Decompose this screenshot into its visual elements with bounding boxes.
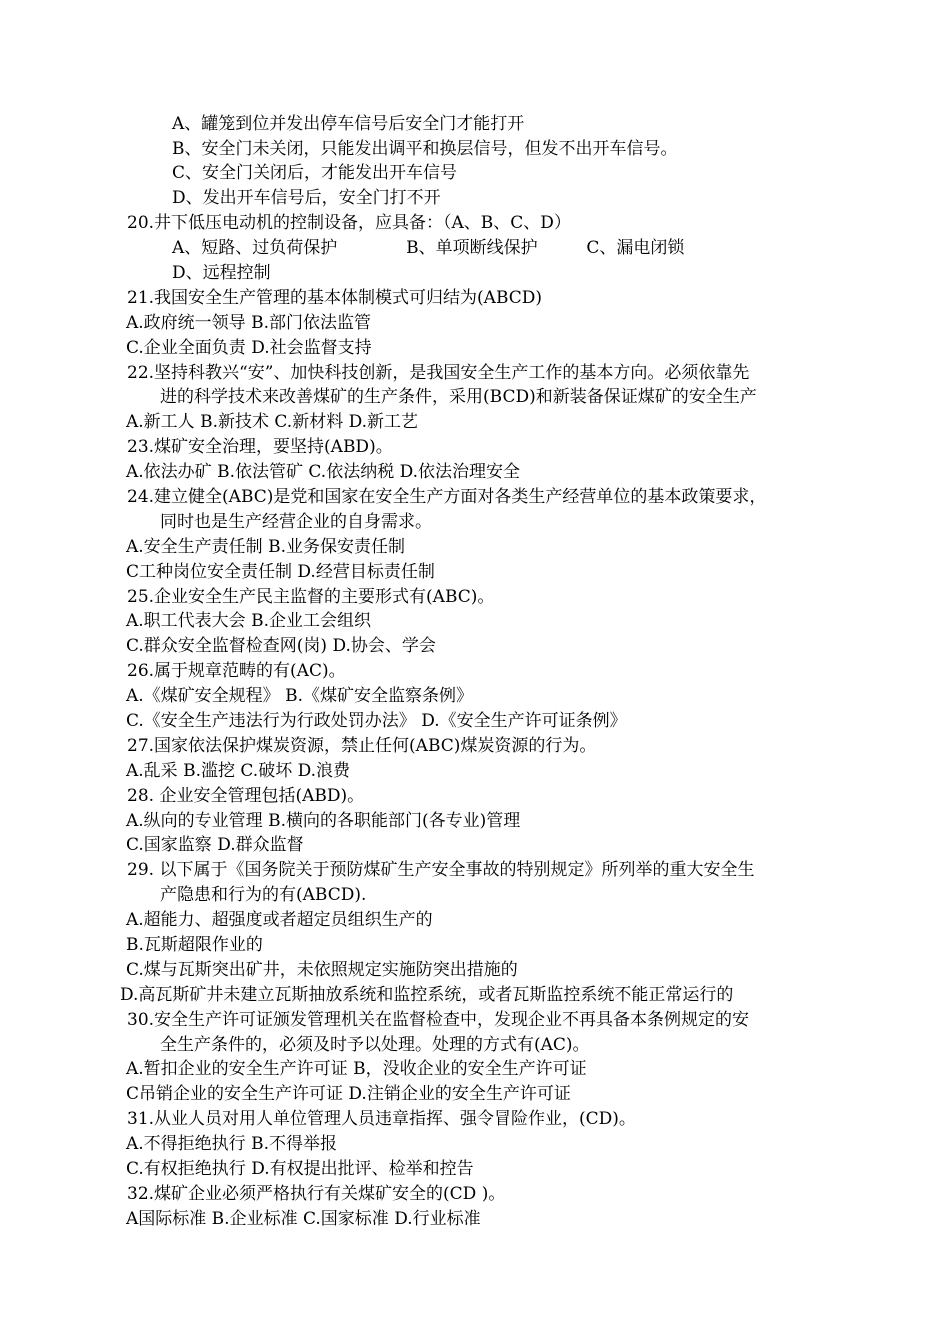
- option-line: [172, 236, 684, 260]
- question-continuation: 进的科学技术来改善煤矿的生产条件，采用(BCD)和新装备保证煤矿的安全生产: [160, 387, 757, 407]
- option-line: D、发出开车信号后，安全门打不开: [172, 188, 441, 208]
- question-line: 25.企业安全生产民主监督的主要形式有(ABC)。: [127, 587, 495, 607]
- option-line: A.不得拒绝执行 B.不得举报: [126, 1134, 337, 1154]
- question-continuation: 产隐患和行为的有(ABCD).: [160, 885, 367, 905]
- question-continuation: 全生产条件的，必须及时予以处理。处理的方式有(AC)。: [160, 1035, 590, 1055]
- option-line: D.高瓦斯矿井未建立瓦斯抽放系统和监控系统，或者瓦斯监控系统不能正常运行的: [120, 985, 734, 1005]
- option-line: A.暂扣企业的安全生产许可证 B，没收企业的安全生产许可证: [126, 1059, 587, 1079]
- question-line: 24.建立健全(ABC)是党和国家在安全生产方面对各类生产经营单位的基本政策要求，: [127, 487, 767, 507]
- option-line: B.瓦斯超限作业的: [126, 935, 263, 955]
- option-a: A、短路、过负荷保护: [172, 238, 338, 258]
- option-line: A.超能力、超强度或者超定员组织生产的: [126, 910, 433, 930]
- option-c: C、漏电闭锁: [586, 238, 685, 258]
- option-line: C.群众安全监督检查网(岗) D.协会、学会: [126, 636, 436, 656]
- question-line: 27.国家依法保护煤炭资源，禁止任何(ABC)煤炭资源的行为。: [127, 736, 597, 756]
- question-line: 23.煤矿安全治理，要坚持(ABD)。: [127, 437, 393, 457]
- question-line: 28. 企业安全管理包括(ABD)。: [127, 786, 365, 806]
- option-line: C.煤与瓦斯突出矿井，未依照规定实施防突出措施的: [126, 960, 518, 980]
- option-line: C.有权拒绝执行 D.有权提出批评、检举和控告: [126, 1159, 474, 1179]
- option-line: D、远程控制: [172, 263, 271, 283]
- question-line: 26.属于规章范畴的有(AC)。: [127, 661, 346, 681]
- option-line: C.《安全生产违法行为行政处罚办法》 D.《安全生产许可证条例》: [126, 711, 627, 731]
- option-line: A.依法办矿 B.依法管矿 C.依法纳税 D.依法治理安全: [126, 462, 521, 482]
- option-line: A国际标准 B.企业标准 C.国家标准 D.行业标准: [126, 1209, 481, 1229]
- option-line: C吊销企业的安全生产许可证 D.注销企业的安全生产许可证: [126, 1084, 571, 1104]
- option-b: B、单项断线保护: [406, 238, 538, 258]
- option-line: A.职工代表大会 B.企业工会组织: [126, 611, 371, 631]
- option-line: A、罐笼到位并发出停车信号后安全门才能打开: [172, 114, 525, 134]
- option-line: A.纵向的专业管理 B.横向的各职能部门(各专业)管理: [126, 811, 521, 831]
- option-line: C.企业全面负责 D.社会监督支持: [126, 338, 372, 358]
- option-line: A.政府统一领导 B.部门依法监管: [126, 313, 371, 333]
- question-line: 29. 以下属于《国务院关于预防煤矿生产安全事故的特别规定》所列举的重大安全生: [127, 860, 755, 880]
- option-line: A.乱采 B.滥挖 C.破坏 D.浪费: [126, 761, 351, 781]
- question-continuation: 同时也是生产经营企业的自身需求。: [160, 512, 432, 532]
- question-line: 20.井下低压电动机的控制设备，应具备：（A、B、C、D）: [127, 213, 571, 233]
- option-line: A.《煤矿安全规程》 B.《煤矿安全监察条例》: [126, 686, 473, 706]
- option-line: C工种岗位安全责任制 D.经营目标责任制: [126, 562, 435, 582]
- question-line: 32.煤矿企业必须严格执行有关煤矿安全的(CD )。: [127, 1184, 506, 1204]
- question-line: 21.我国安全生产管理的基本体制模式可归结为(ABCD): [127, 288, 543, 308]
- question-line: 31.从业人员对用人单位管理人员违章指挥、强令冒险作业，(CD)。: [127, 1109, 636, 1129]
- option-line: A.新工人 B.新技术 C.新材料 D.新工艺: [126, 412, 419, 432]
- option-line: C、安全门关闭后，才能发出开车信号: [172, 163, 458, 183]
- option-line: C.国家监察 D.群众监督: [126, 835, 304, 855]
- option-line: B、安全门未关闭，只能发出调平和换层信号，但发不出开车信号。: [172, 139, 678, 159]
- question-line: 30.安全生产许可证颁发管理机关在监督检查中，发现企业不再具备本条例规定的安: [127, 1010, 750, 1030]
- option-line: A.安全生产责任制 B.业务保安责任制: [126, 537, 405, 557]
- question-line: 22.坚持科教兴“安”、加快科技创新，是我国安全生产工作的基本方向。必须依靠先: [127, 363, 750, 383]
